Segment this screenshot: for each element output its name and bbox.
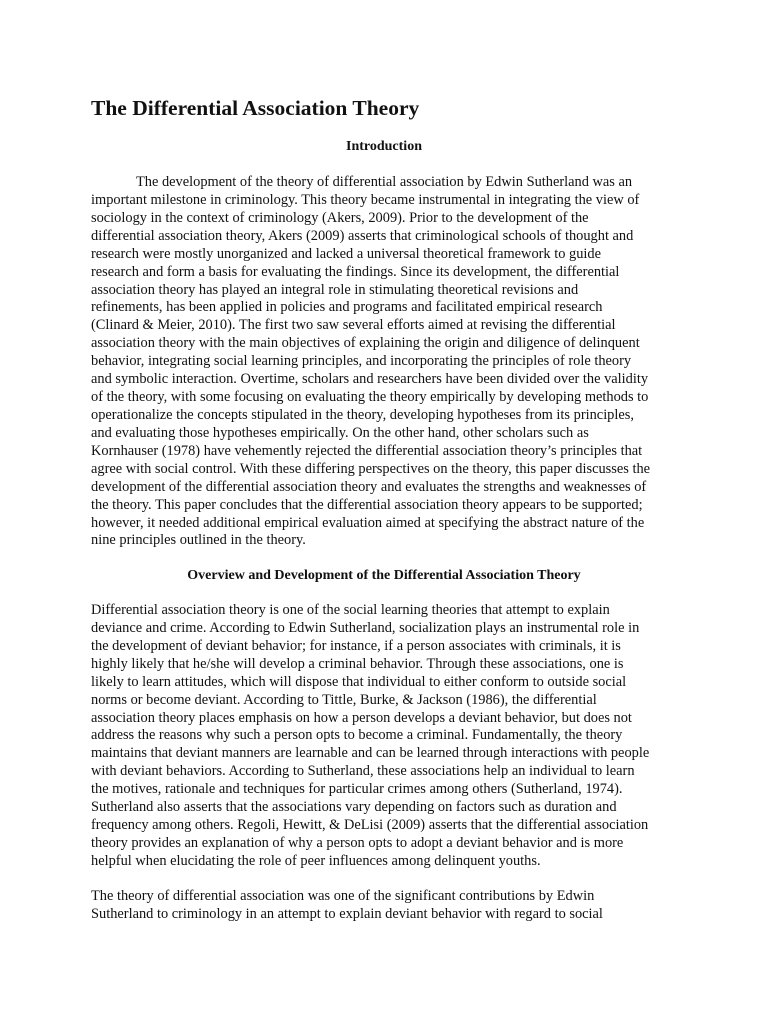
text-line: association theory with the main objectives of explaining the origin and diligence of delinquent — [91, 335, 640, 352]
text-line: development of the differential association theory and evaluates the strengths and weaknesses of — [91, 478, 647, 495]
text-line: Differential association theory is one of the social learning theories that attempt to explain — [91, 602, 610, 618]
text-line: with deviant behaviors. According to Sutherland, these associations help an individual to learn — [91, 763, 635, 780]
text-line: highly likely that he/she will develop a criminal behavior. Through these associations, one is — [91, 655, 624, 672]
text-line: of the theory, with some focusing on evaluating the theory empirically by developing methods to — [91, 389, 649, 406]
text-line: The theory of differential association was one of the significant contributions by Edwin — [91, 888, 595, 904]
paragraph-contributions — [91, 888, 677, 924]
text-line: the motives, rationale and techniques for particular crimes among others (Sutherland, 1974). — [91, 781, 623, 798]
text-line: Sutherland also asserts that the associations vary depending on factors such as duration and — [91, 799, 617, 816]
section-heading-overview: Overview and Development of the Differential Association Theory — [187, 568, 581, 583]
text-line: likely to learn attitudes, which will dispose that individual to either conform to outside social — [91, 673, 627, 690]
text-line: important milestone in criminology. This theory became instrumental in integrating the view of — [91, 191, 640, 208]
text-line: and evaluating those hypotheses empirically. On the other hand, other scholars such as — [91, 424, 589, 441]
text-line: refinements, has been applied in policies and programs and facilitated empirical research — [91, 299, 603, 316]
text-line: The development of the theory of differential association by Edwin Sutherland was an — [136, 174, 633, 190]
text-line: frequency among others. Regoli, Hewitt, & DeLisi (2009) asserts that the differential association — [91, 817, 649, 834]
text-line: and symbolic interaction. Overtime, scholars and researchers have been divided over the validity — [91, 371, 649, 388]
text-line: behavior, integrating social learning principles, and incorporating the principles of role theory — [91, 353, 632, 370]
text-line: address the reasons why such a person opts to become a criminal. Fundamentally, the theory — [91, 727, 623, 744]
text-line: agree with social control. With these differing perspectives on the theory, this paper discusses the — [91, 460, 651, 477]
section-heading-introduction: Introduction — [346, 139, 422, 154]
text-line: norms or become deviant. According to Tittle, Burke, & Jackson (1986), the differential — [91, 691, 597, 708]
text-line: the theory. This paper concludes that the differential association theory appears to be supported; — [91, 496, 643, 513]
text-line: maintains that deviant manners are learnable and can be learned through interactions with people — [91, 745, 650, 762]
text-line: association theory places emphasis on how a person develops a deviant behavior, but does not — [91, 709, 632, 726]
text-line: nine principles outlined in the theory. — [91, 532, 306, 549]
text-line: deviance and crime. According to Edwin Sutherland, socialization plays an instrumental role in — [91, 619, 640, 636]
text-line: differential association theory, Akers (2009) asserts that criminological schools of thought and — [91, 227, 634, 244]
paragraph-overview — [91, 602, 677, 871]
text-line: (Clinard & Meier, 2010). The first two saw several efforts aimed at revising the differential — [91, 317, 616, 334]
text-line: Sutherland to criminology in an attempt to explain deviant behavior with regard to social — [91, 905, 603, 922]
text-line: association theory has played an integral role in stimulating theoretical revisions and — [91, 281, 579, 298]
paragraph-introduction — [91, 174, 677, 550]
text-line: however, it needed additional empirical evaluation aimed at specifying the abstract nature of the — [91, 514, 645, 531]
text-line: theory provides an explanation of why a person opts to adopt a deviant behavior and is more — [91, 834, 624, 851]
text-line: research and form a basis for evaluating the findings. Since its development, the differential — [91, 263, 620, 280]
text-line: sociology in the context of criminology (Akers, 2009). Prior to the development of the — [91, 209, 589, 226]
text-line: the development of deviant behavior; for instance, if a person associates with criminals, it is — [91, 637, 621, 654]
text-line: helpful when elucidating the role of peer influences among delinquent youths. — [91, 852, 541, 869]
text-line: Kornhauser (1978) have vehemently rejected the differential association theory’s principles that — [91, 442, 643, 459]
text-line: research were mostly unorganized and lacked a universal theoretical framework to guide — [91, 245, 601, 262]
document-title: The Differential Association Theory — [91, 96, 420, 120]
text-line: operationalize the concepts stipulated in the theory, developing hypotheses from its principles, — [91, 406, 634, 423]
